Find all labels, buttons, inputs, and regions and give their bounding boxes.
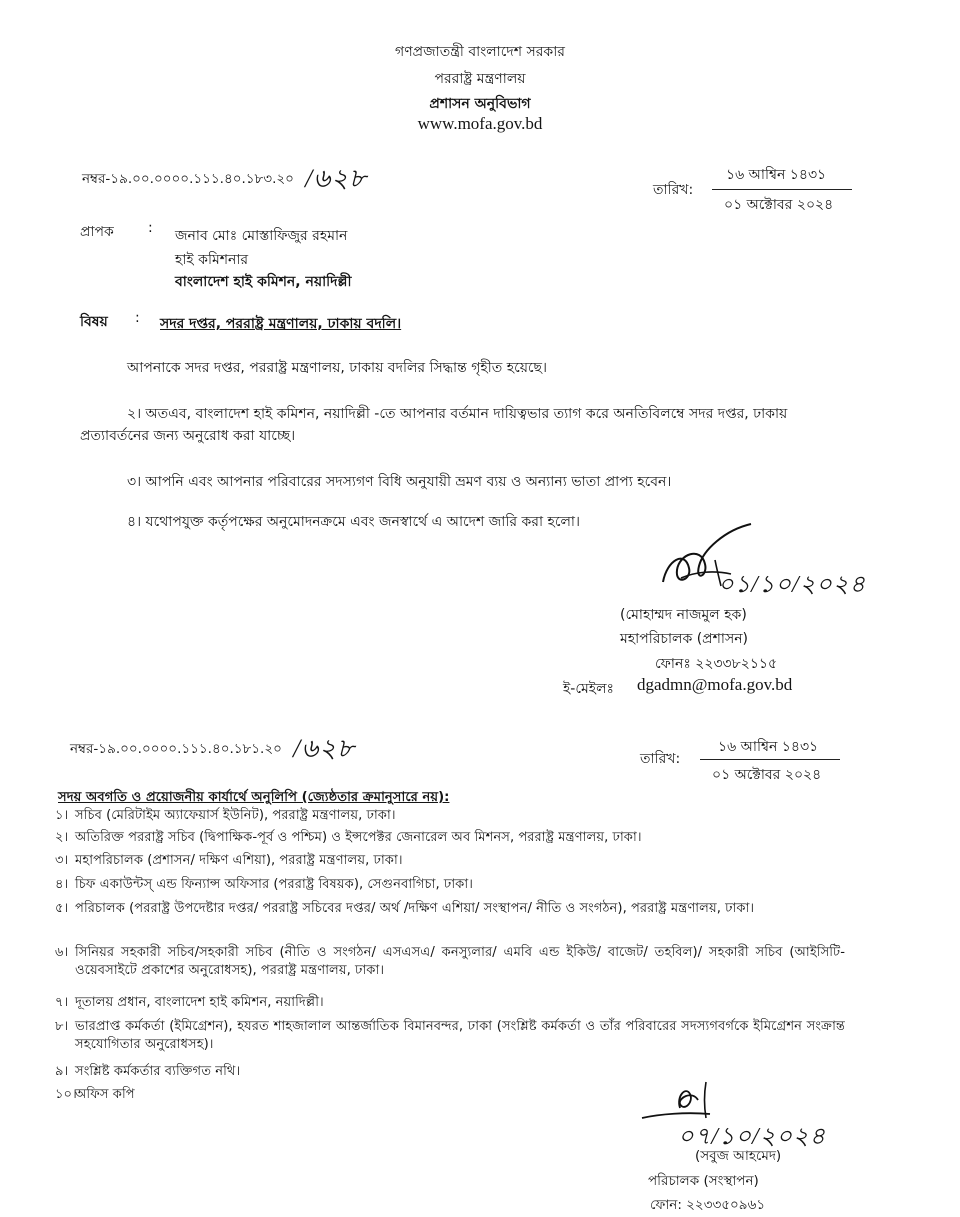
cc-item-2 — [55, 829, 845, 847]
memo2-date-label: তারিখ: — [640, 751, 681, 767]
signatory-2-name: (সবুজ আহমেদ) — [695, 1148, 782, 1164]
signatory-1-phone: ফোনঃ ২২৩৩৮২১১৫ — [655, 656, 778, 672]
cc-item-number: ৯। — [55, 1064, 69, 1079]
cc-item-text: সংশ্লিষ্ট কর্মকর্তার ব্যক্তিগত নথি। — [75, 1064, 241, 1079]
body-para-2-line-1: ২। অতএব, বাংলাদেশ হাই কমিশন, নয়াদিল্লী -তে আপনার বর্তমান দায়িত্বভার ত্যাগ করে অনতিবিলম্বে সদর দপ্তর, ঢাকায় — [127, 406, 788, 422]
memo1-date-bangla: ১৬ আশ্বিন ১৪৩১ — [726, 167, 827, 183]
cc-item-text: সচিব (মেরিটাইম অ্যাফেয়ার্স ইউনিট), পররাষ্ট্র মন্ত্রণালয়, ঢাকা। — [75, 808, 396, 823]
cc-item-8 — [55, 1018, 845, 1053]
memo2-date-bangla: ১৬ আশ্বিন ১৪৩১ — [718, 739, 819, 755]
signature-2-date: ০৭/১০/২০২৪ — [678, 1124, 827, 1150]
signature-1-date: ০১/১০/২০২৪ — [718, 572, 867, 598]
signatory-1-email-label: ই-মেইলঃ — [563, 681, 614, 697]
memo1-date-divider — [712, 189, 852, 190]
cc-item-7 — [55, 994, 845, 1012]
subject-label: বিষয় — [80, 314, 108, 330]
memo2-ref-number: নম্বর-১৯.০০.০০০০.১১১.৪০.১৮১.২০ — [70, 741, 282, 757]
body-para-4: ৪। যথোপযুক্ত কর্তৃপক্ষের অনুমোদনক্রমে এবং জনস্বার্থে এ আদেশ জারি করা হলো। — [127, 514, 580, 530]
cc-item-6 — [55, 944, 845, 979]
website-text: www.mofa.gov.bd — [417, 114, 543, 133]
signatory-2-phone: ফোন: ২২৩৩৫০৯৬১ — [650, 1197, 766, 1213]
body-para-1: আপনাকে সদর দপ্তর, পররাষ্ট্র মন্ত্রণালয়, ঢাকায় বদলির সিদ্ধান্ত গৃহীত হয়েছে। — [127, 360, 548, 376]
memo1-ref-suffix: /৬২৮ — [305, 164, 367, 193]
memo1-ref-number: নম্বর-১৯.০০.০০০০.১১১.৪০.১৮৩.২০ — [82, 171, 294, 187]
recipient-office: বাংলাদেশ হাই কমিশন, নয়াদিল্লী — [175, 274, 352, 290]
cc-item-text: অফিস কপি — [75, 1087, 135, 1102]
cc-item-number: ৫। — [55, 901, 69, 916]
signatory-1-name: (মোহাম্মদ নাজমুল হক) — [620, 607, 747, 623]
ministry-name: পররাষ্ট্র মন্ত্রণালয় — [434, 71, 526, 87]
cc-item-number: ৩। — [55, 853, 69, 868]
cc-item-text: মহাপরিচালক (প্রশাসন/ দক্ষিণ এশিয়া), পররাষ্ট্র মন্ত্রণালয়, ঢাকা। — [75, 853, 403, 868]
cc-item-text: চিফ একাউন্টস্ এন্ড ফিন্যান্স অফিসার (পররাষ্ট্র বিষয়ক), সেগুনবাগিচা, ঢাকা। — [75, 877, 473, 892]
cc-item-1 — [55, 807, 845, 825]
cc-item-number: ১০। — [55, 1087, 77, 1102]
cc-item-5 — [55, 900, 845, 918]
subject-text: সদর দপ্তর, পররাষ্ট্র মন্ত্রণালয়, ঢাকায় বদলি। — [160, 316, 402, 332]
division-name: প্রশাসন অনুবিভাগ — [429, 96, 531, 112]
recipient-title: হাই কমিশনার — [175, 252, 249, 268]
cc-item-text: অতিরিক্ত পররাষ্ট্র সচিব (দ্বিপাক্ষিক-পূর্ব ও পশ্চিম) ও ইন্সপেক্টর জেনারেল অব মিশনস, পররাষ্ট্র মন্ত্রণালয়, ঢাকা। — [75, 830, 642, 845]
signatory-1-email: dgadmn@mofa.gov.bd — [637, 675, 793, 694]
cc-item-text: দূতালয় প্রধান, বাংলাদেশ হাই কমিশন, নয়াদিল্লী। — [75, 995, 324, 1010]
signatory-1-title: মহাপরিচালক (প্রশাসন) — [620, 631, 749, 647]
cc-item-number: ৪। — [55, 877, 69, 892]
body-para-3: ৩। আপনি এবং আপনার পরিবারের সদস্যগণ বিধি অনুযায়ী ভ্রমণ ব্যয় ও অন্যান্য ভাতা প্রাপ্য হবেন। — [127, 474, 672, 490]
recipient-name: জনাব মোঃ মোস্তাফিজুর রহমান — [175, 228, 348, 244]
cc-item-text: সিনিয়র সহকারী সচিব/সহকারী সচিব (নীতি ও সংগঠন/ এসএসএ/ কনস্যুলার/ এমবি এন্ড ইকিউ/ বাজেট/ তহবিল)/ সহকারী সচিব (আইসিটি-ওয়েবসাইটে প্রকাশের অনুরোধসহ), পররাষ্ট্র মন্ত্রণালয়, ঢাকা। — [75, 945, 845, 978]
cc-item-number: ২। — [55, 830, 69, 845]
subject-colon: : — [135, 310, 140, 326]
cc-heading: সদয় অবগতি ও প্রয়োজনীয় কার্যার্থে অনুলিপি (জ্যেষ্ঠতার ক্রমানুসারে নয়): — [58, 790, 450, 805]
memo2-ref-suffix: /৬২৮ — [293, 734, 355, 763]
cc-item-3 — [55, 852, 845, 870]
govt-name: গণপ্রজাতন্ত্রী বাংলাদেশ সরকার — [395, 44, 565, 60]
cc-item-number: ১। — [55, 808, 69, 823]
cc-item-number: ৬। — [55, 945, 69, 960]
body-para-2-line-2: প্রত্যাবর্তনের জন্য অনুরোধ করা যাচ্ছে। — [80, 428, 296, 444]
recipient-label: প্রাপক — [80, 224, 114, 240]
recipient-colon: : — [148, 220, 153, 236]
cc-item-text: পরিচালক (পররাষ্ট্র উপদেষ্টার দপ্তর/ পররাষ্ট্র সচিবের দপ্তর/ অর্থ /দক্ষিণ এশিয়া/ সংস্থাপন/ নীতি ও সংগঠন), পররাষ্ট্র মন্ত্রণালয়, ঢাকা। — [75, 901, 755, 916]
signatory-2-title: পরিচালক (সংস্থাপন) — [648, 1173, 759, 1189]
cc-item-text: ভারপ্রাপ্ত কর্মকর্তা (ইমিগ্রেশন), হযরত শাহজালাল আন্তর্জাতিক বিমানবন্দর, ঢাকা (সংশ্লিষ্ট কর্মকর্তা ও তাঁর পরিবারের সদস্যগবর্গকে ইমিগ্রেশন সংক্রান্ত সহযোগিতার অনুরোধসহ)। — [75, 1019, 845, 1052]
memo1-date-label: তারিখ: — [653, 182, 694, 198]
cc-item-number: ৭। — [55, 995, 69, 1010]
memo2-date-english: ০১ অক্টোবর ২০২৪ — [712, 767, 822, 783]
memo2-date-divider — [700, 759, 840, 760]
memo1-date-english: ০১ অক্টোবর ২০২৪ — [724, 197, 834, 213]
cc-item-number: ৮। — [55, 1019, 69, 1034]
cc-item-4 — [55, 876, 845, 894]
